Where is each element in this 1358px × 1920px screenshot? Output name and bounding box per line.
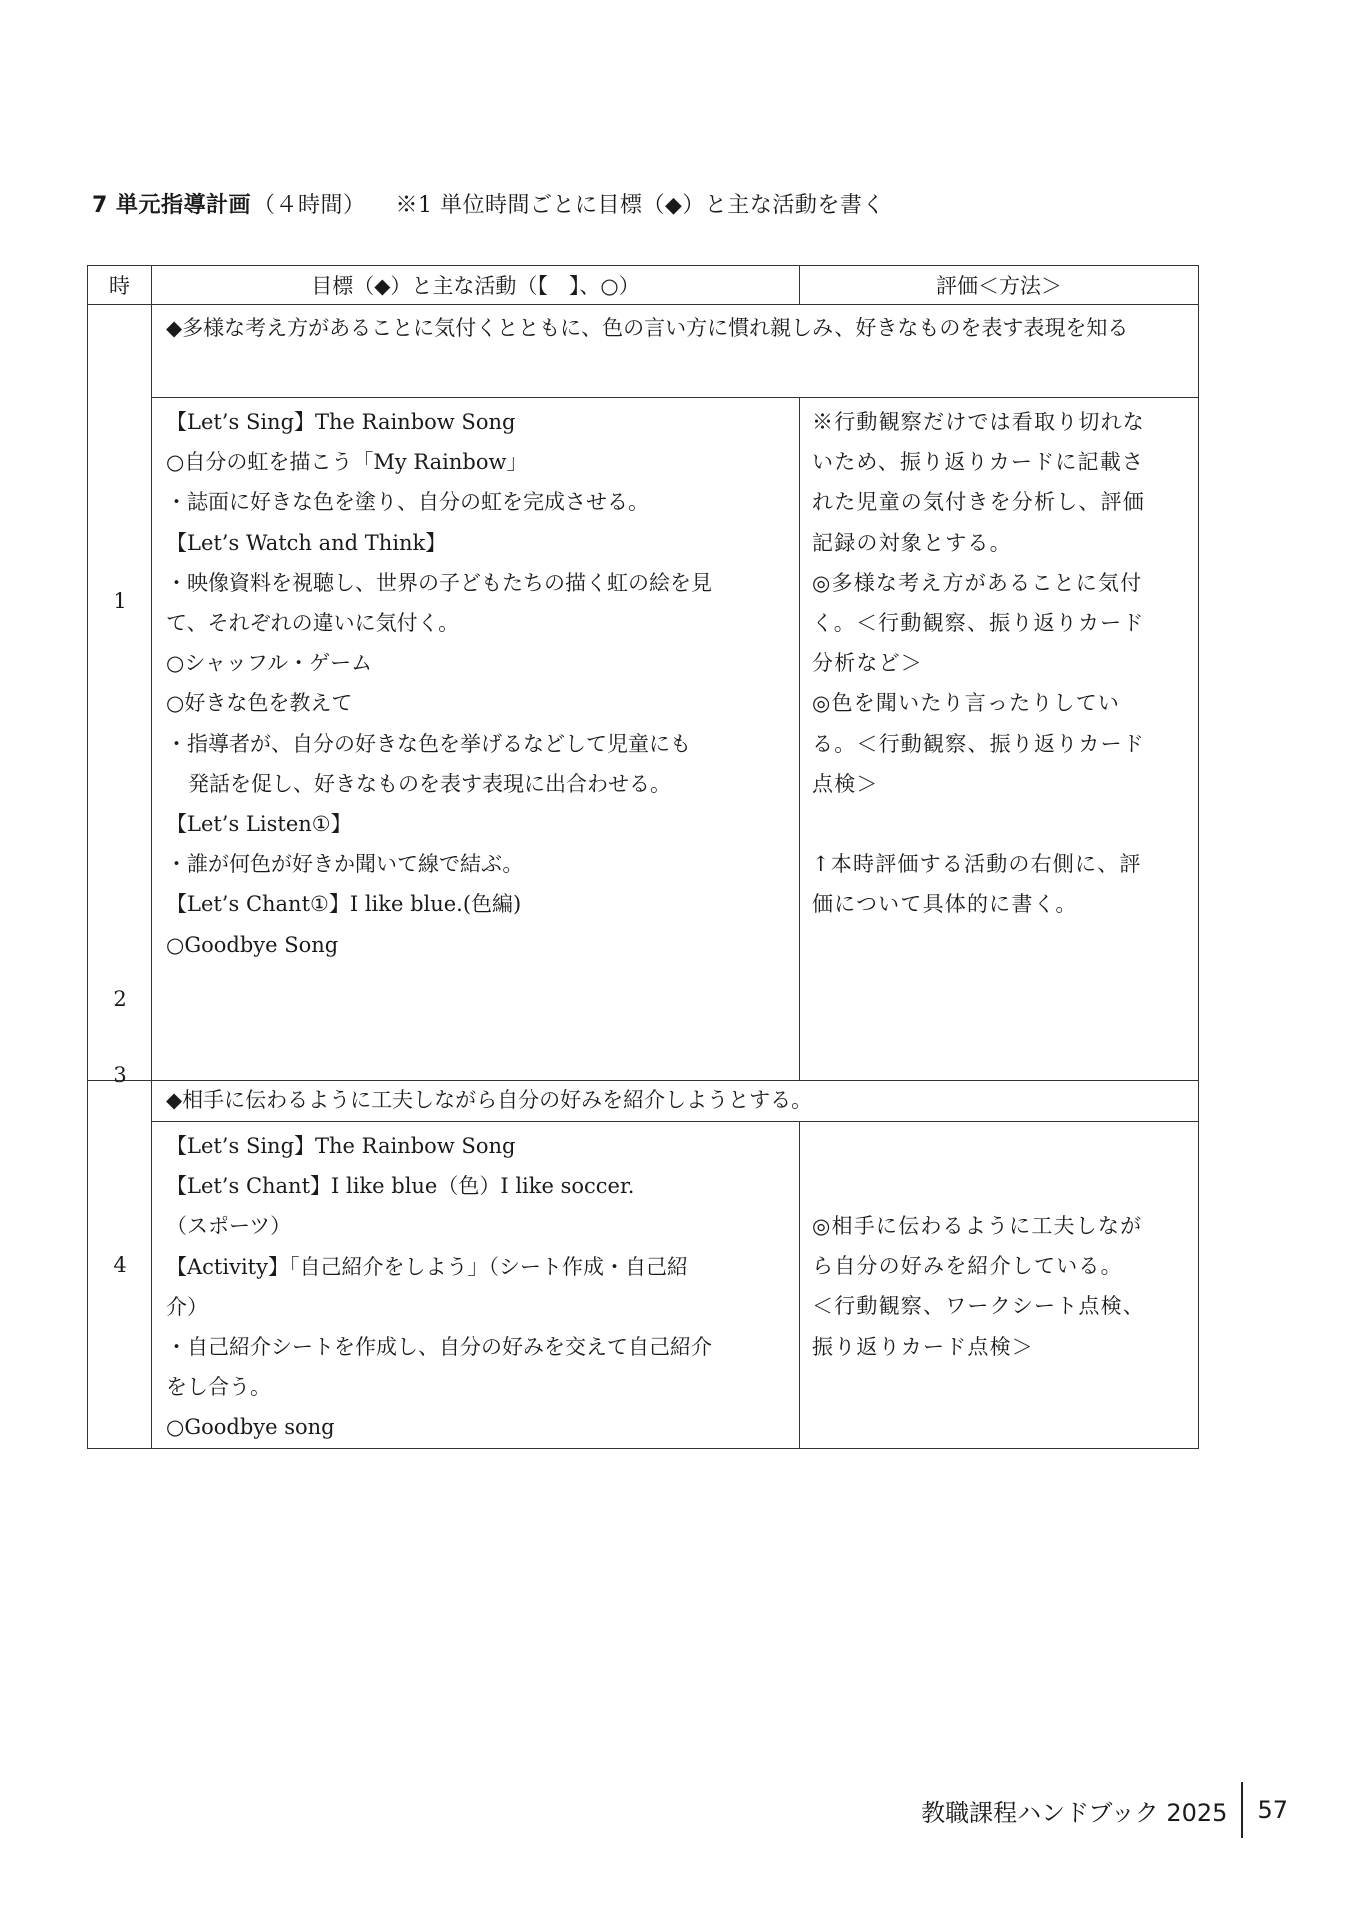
activity-line: ・映像資料を視聴し、世界の子どもたちの描く虹の絵を見 xyxy=(166,570,712,595)
evaluation-line: 価について具体的に書く。 xyxy=(812,892,1078,917)
activity-line: 【Let’s Sing】The Rainbow Song xyxy=(166,410,516,434)
activity-line: 【Let’s Listen①】 xyxy=(166,812,352,837)
heading-title: 7 単元指導計画 xyxy=(92,193,251,218)
hour-number-4: 4 xyxy=(113,1253,127,1277)
activity-line: ○Goodbye Song xyxy=(166,932,339,957)
activity-line: 発話を促し、好きなものを表す表現に出合わせる。 xyxy=(188,771,671,796)
activity-line: ○シャッフル・ゲーム xyxy=(166,651,373,676)
section1-activities xyxy=(152,398,800,1081)
page-footer xyxy=(921,1782,1288,1838)
section2-goal-row xyxy=(88,1081,1199,1122)
heading-note: ※1 単位時間ごとに目標（◆）と主な活動を書く xyxy=(395,193,885,218)
heading-duration: （４時間） xyxy=(252,193,366,218)
section1-evaluation xyxy=(800,398,1199,1081)
evaluation-line: ら自分の好みを紹介している。 xyxy=(812,1254,1123,1279)
section1-goal: ◆多様な考え方があることに気付くとともに、色の言い方に慣れ親しみ、好きなものを表す表現を知る xyxy=(152,305,1199,398)
section-heading xyxy=(92,188,885,219)
evaluation-line: 分析など＞ xyxy=(812,651,923,676)
evaluation-line xyxy=(812,804,1188,844)
section2-evaluation xyxy=(800,1122,1199,1449)
header-evaluation: 評価＜方法＞ xyxy=(800,266,1199,305)
section2-goal: ◆相手に伝わるように工夫しながら自分の好みを紹介しようとする。 xyxy=(152,1081,1199,1122)
section2-hour-cell xyxy=(88,1081,152,1449)
activity-line: ○Goodbye song xyxy=(166,1415,335,1440)
evaluation-line: く。＜行動観察、振り返りカード xyxy=(812,611,1145,636)
section2-body-row xyxy=(88,1122,1199,1449)
activity-line: 【Activity】「自己紹介をしよう」（シート作成・自己紹 xyxy=(166,1254,688,1279)
activity-line: 【Let’s Chant】I like blue（色）I like soccer. xyxy=(166,1174,635,1199)
hour-number-1: 1 xyxy=(113,589,127,613)
activity-line: （スポーツ） xyxy=(166,1214,292,1239)
evaluation-line: 振り返りカード点検＞ xyxy=(812,1334,1034,1359)
activity-line: ○好きな色を教えて xyxy=(166,691,353,716)
activity-line: て、それぞれの違いに気付く。 xyxy=(166,611,460,636)
activity-line: 【Let’s Sing】The Rainbow Song xyxy=(166,1134,516,1158)
evaluation-line: ↑本時評価する活動の右側に、評 xyxy=(812,852,1142,877)
activity-line: ・指導者が、自分の好きな色を挙げるなどして児童にも xyxy=(166,731,691,756)
section2-activities xyxy=(152,1122,800,1449)
evaluation-line: ◎多様な考え方があることに気付 xyxy=(812,570,1143,595)
evaluation-line: ※行動観察だけでは看取り切れな xyxy=(812,410,1145,434)
activity-line: ・自己紹介シートを作成し、自分の好みを交えて自己紹介 xyxy=(166,1335,712,1360)
footer-title: 教職課程ハンドブック 2025 xyxy=(921,1798,1228,1827)
evaluation-line: ◎色を聞いたり言ったりしてい xyxy=(812,691,1121,716)
hour-number-2: 2 xyxy=(113,987,127,1011)
evaluation-line: れた児童の気付きを分析し、評価 xyxy=(812,490,1145,515)
header-hour: 時 xyxy=(88,266,152,305)
page-number: 57 xyxy=(1257,1796,1288,1824)
evaluation-line: いため、振り返りカードに記載さ xyxy=(812,450,1145,475)
evaluation-line: ◎相手に伝わるように工夫しなが xyxy=(812,1214,1143,1238)
activity-line: ○自分の虹を描こう「My Rainbow」 xyxy=(166,450,528,475)
section1-hour-cell xyxy=(88,305,152,1087)
evaluation-line: る。＜行動観察、振り返りカード xyxy=(812,731,1145,756)
hour-number-3: 3 xyxy=(113,1063,127,1087)
activity-line: 介） xyxy=(166,1294,208,1319)
section1-goal-row xyxy=(88,305,1199,398)
section1-body-row xyxy=(88,398,1199,1081)
activity-line: をし合う。 xyxy=(166,1375,271,1400)
header-row xyxy=(88,266,1199,305)
evaluation-line: 記録の対象とする。 xyxy=(812,530,1012,555)
activity-line: 【Let’s Chant①】I like blue.(色編) xyxy=(166,892,522,917)
activity-line: 【Let’s Watch and Think】 xyxy=(166,530,447,555)
header-activity: 目標（◆）と主な活動（【 】、○） xyxy=(152,266,800,305)
activity-line: ・誰が何色が好きか聞いて線で結ぶ。 xyxy=(166,852,524,877)
evaluation-line: ＜行動観察、ワークシート点検、 xyxy=(812,1294,1145,1319)
unit-plan-table xyxy=(87,265,1199,1449)
evaluation-line: 点検＞ xyxy=(812,771,879,796)
activity-line: ・誌面に好きな色を塗り、自分の虹を完成させる。 xyxy=(166,490,649,515)
